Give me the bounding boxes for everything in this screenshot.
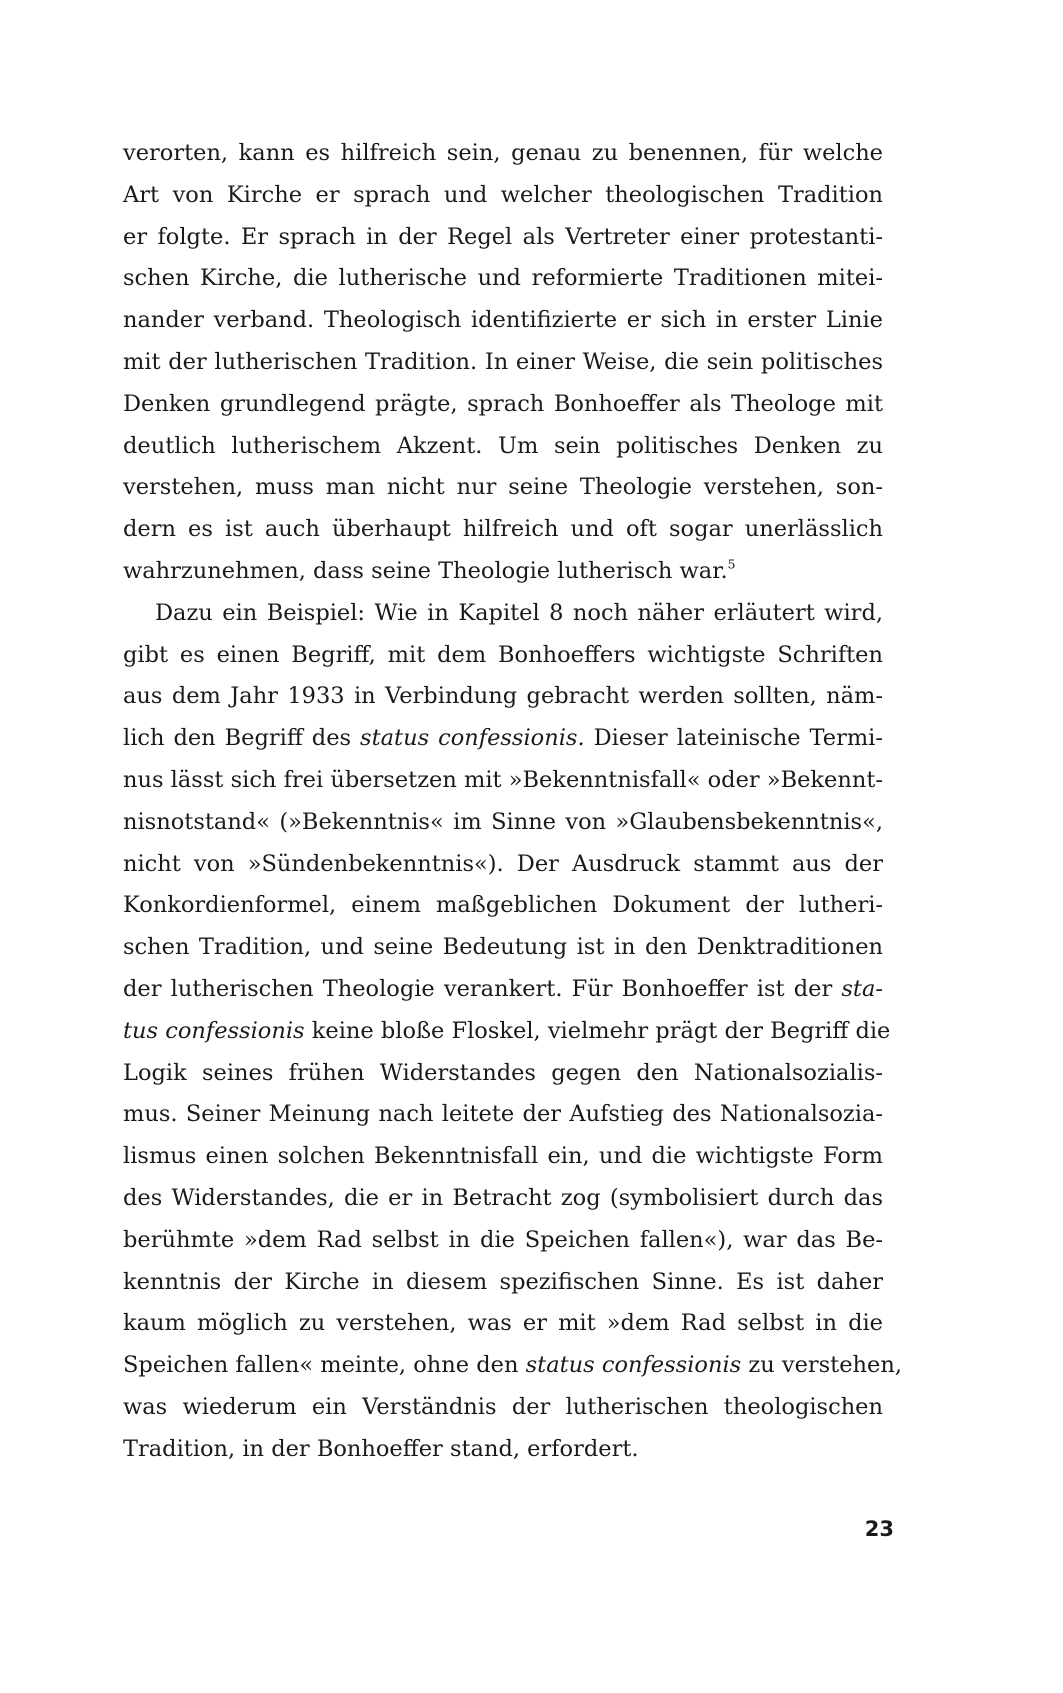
text-segment: verstehen, muss man nicht nur seine Theologie verstehen, son- xyxy=(123,474,883,501)
text-segment: keine bloße Floskel, vielmehr prägt der Begriff die xyxy=(304,1017,891,1044)
text-segment: Konkordienformel, einem maßgeblichen Dokument der lutheri- xyxy=(123,892,883,919)
text-line xyxy=(123,635,883,677)
text-segment: Dazu ein Beispiel: Wie in Kapitel 8 noch näher erläutert wird, xyxy=(155,599,883,626)
text-segment: der lutherischen Theologie verankert. Für Bonhoeffer ist der xyxy=(123,975,842,1002)
text-line xyxy=(123,509,883,551)
paragraph xyxy=(123,593,902,1471)
text-line xyxy=(123,676,883,718)
text-segment: Denken grundlegend prägte, sprach Bonhoeffer als Theologe mit xyxy=(123,390,883,417)
text-segment: nisnotstand« (»Bekenntnis« im Sinne von »Glaubensbekenntnis«, xyxy=(123,808,883,835)
text-line xyxy=(123,593,883,635)
text-segment: schen Tradition, und seine Bedeutung ist in den Denktraditionen xyxy=(123,934,883,961)
text-segment: Dieser lateinische Termi- xyxy=(584,725,883,752)
text-segment: nicht von »Sündenbekenntnis«). Der Ausdruck stammt aus der xyxy=(123,850,883,877)
text-segment: Art von Kirche er sprach und welcher theologischen Tradition xyxy=(123,181,883,208)
text-line xyxy=(123,760,883,802)
text-line xyxy=(123,844,883,886)
text-segment: mit der lutherischen Tradition. In einer Weise, die sein politisches xyxy=(123,348,883,375)
text-line xyxy=(123,426,883,468)
text-line xyxy=(123,1345,902,1387)
text-segment: nander verband. Theologisch identifizierte er sich in erster Linie xyxy=(123,307,883,334)
text-segment: verorten, kann es hilfreich sein, genau zu benennen, für welche xyxy=(123,140,883,166)
text-line xyxy=(123,1262,883,1304)
text-line xyxy=(123,802,883,844)
text-line xyxy=(123,718,883,760)
text-line xyxy=(123,1178,883,1220)
body-text xyxy=(123,133,902,1471)
text-line xyxy=(123,1136,883,1178)
text-segment: schen Kirche, die lutherische und reformierte Traditionen mitei- xyxy=(123,265,883,292)
text-segment: aus dem Jahr 1933 in Verbindung gebracht werden sollten, näm- xyxy=(123,683,883,710)
text-segment: Logik seines frühen Widerstandes gegen den Nationalsozialis- xyxy=(123,1059,883,1086)
text-line xyxy=(123,258,883,300)
text-line xyxy=(123,217,883,259)
text-line xyxy=(123,1011,891,1053)
text-line xyxy=(123,927,883,969)
italic-term: tus confessionis xyxy=(123,1017,305,1044)
text-segment: kenntnis der Kirche in diesem spezifischen Sinne. Es ist daher xyxy=(123,1268,883,1295)
text-line xyxy=(123,1303,883,1345)
text-segment: gibt es einen Begriff, mit dem Bonhoeffers wichtigste Schriften xyxy=(123,641,883,668)
text-segment: dern es ist auch überhaupt hilfreich und oft sogar unerlässlich xyxy=(123,516,883,543)
text-segment: des Widerstandes, die er in Betracht zog (symbolisiert durch das xyxy=(123,1184,883,1211)
text-line xyxy=(123,1429,883,1471)
text-line xyxy=(123,384,883,426)
text-segment: mus. Seiner Meinung nach leitete der Aufstieg des Nationalsozia- xyxy=(123,1101,883,1128)
italic-term: status confessionis. xyxy=(360,725,585,752)
text-line xyxy=(123,969,883,1011)
text-segment: lich den Begriff des xyxy=(123,725,361,752)
text-segment: zu verstehen, xyxy=(741,1352,902,1379)
text-line xyxy=(123,885,883,927)
text-segment: berühmte »dem Rad selbst in die Speichen fallen«), war das Be- xyxy=(123,1226,883,1253)
text-segment: was wiederum ein Verständnis der lutherischen theologischen xyxy=(123,1393,883,1420)
text-line xyxy=(123,175,883,217)
italic-term: status confessionis xyxy=(525,1352,742,1379)
italic-term: sta- xyxy=(841,975,883,1002)
text-line xyxy=(123,467,883,509)
text-segment: Speichen fallen« meinte, ohne den xyxy=(123,1352,526,1379)
text-segment: kaum möglich zu verstehen, was er mit »dem Rad selbst in die xyxy=(123,1310,883,1337)
text-line xyxy=(123,1220,883,1262)
text-segment: Tradition, in der Bonhoeffer stand, erfordert. xyxy=(123,1435,639,1462)
text-segment: nus lässt sich frei übersetzen mit »Bekenntnisfall« oder »Bekennt- xyxy=(123,766,883,793)
text-segment: er folgte. Er sprach in der Regel als Vertreter einer protestanti- xyxy=(123,223,883,250)
text-line xyxy=(123,342,883,384)
paragraph xyxy=(123,133,883,593)
text-line xyxy=(123,1094,883,1136)
footnote-marker: 5 xyxy=(727,557,736,572)
text-segment: lismus einen solchen Bekenntnisfall ein, und die wichtigste Form xyxy=(123,1143,883,1170)
text-segment: wahrzunehmen, dass seine Theologie lutherisch war. xyxy=(123,557,728,584)
text-line xyxy=(123,300,883,342)
text-line xyxy=(123,1387,883,1429)
text-line xyxy=(123,1053,883,1095)
text-segment: deutlich lutherischem Akzent. Um sein politisches Denken zu xyxy=(123,432,883,459)
text-line xyxy=(123,133,883,175)
text-line xyxy=(123,551,883,593)
page-number: 23 xyxy=(864,1517,894,1541)
